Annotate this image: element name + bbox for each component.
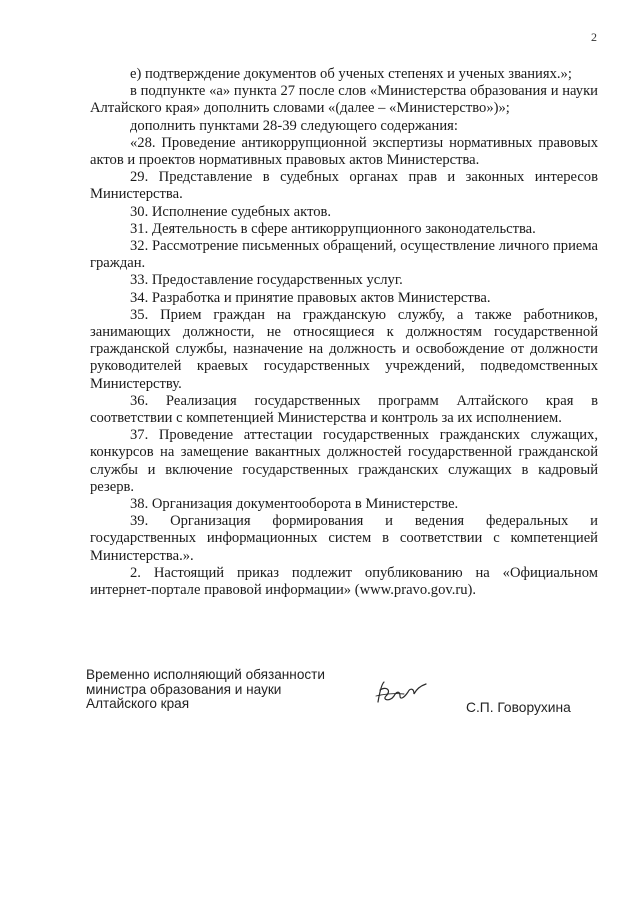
position-line: министра образования и науки <box>86 681 282 697</box>
position-line: Алтайского края <box>86 696 190 712</box>
paragraph: 39. Организация формирования и ведения федеральных и государственных информационных систем в соответствии с компетенцией Министерства.». <box>90 513 598 564</box>
position-line: Временно исполняющий обязанности <box>86 667 325 682</box>
paragraph: 29. Представление в судебных органах прав и законных интересов Министерства. <box>90 169 598 203</box>
paragraph: е) подтверждение документов об ученых степенях и ученых званиях.»; <box>130 66 572 82</box>
paragraph: в подпункте «а» пункта 27 после слов «Министерства образования и науки Алтайского края» дополнить словами «(далее – «Министерство»)»; <box>90 83 598 117</box>
document-body <box>90 66 598 599</box>
page-number: 2 <box>591 30 597 44</box>
paragraph: 30. Исполнение судебных актов. <box>130 203 332 220</box>
signatory-position <box>86 668 325 712</box>
paragraph: дополнить пунктами 28-39 следующего содержания: <box>130 117 458 134</box>
paragraph: 34. Разработка и принятие правовых актов Министерства. <box>130 289 491 306</box>
paragraph: 37. Проведение аттестации государственных гражданских служащих, конкурсов на замещение вакантных должностей государственной гражданской службы и включение государственных гражданских служащих в кадровый резерв. <box>90 427 598 495</box>
paragraph: 33. Предоставление государственных услуг. <box>130 272 403 289</box>
paragraph: 31. Деятельность в сфере антикоррупционного законодательства. <box>130 220 536 237</box>
paragraph: 35. Прием граждан на гражданскую службу, а также работников, занимающих должности, не относящиеся к должностям государственной гражданской службы, назначение на должность и освобождение от должности руководителей краевых государственных учреждений, подведомственных Министерству. <box>90 306 598 392</box>
signer-name: С.П. Говорухина <box>466 700 571 715</box>
paragraph: «28. Проведение антикоррупционной экспертизы нормативных правовых актов и проектов нормативных правовых актов Министерства. <box>90 134 598 169</box>
paragraph: 38. Организация документооборота в Министерстве. <box>130 496 459 513</box>
handwritten-signature <box>370 676 430 710</box>
paragraph: 2. Настоящий приказ подлежит опубликованию на «Официальном интернет-портале правовой информации» (www.pravo.gov.ru). <box>90 564 598 599</box>
paragraph: 32. Рассмотрение письменных обращений, осуществление личного приема граждан. <box>90 238 598 272</box>
paragraph: 36. Реализация государственных программ Алтайского края в соответствии с компетенцией Министерства и контроль за их исполнением. <box>90 392 598 427</box>
